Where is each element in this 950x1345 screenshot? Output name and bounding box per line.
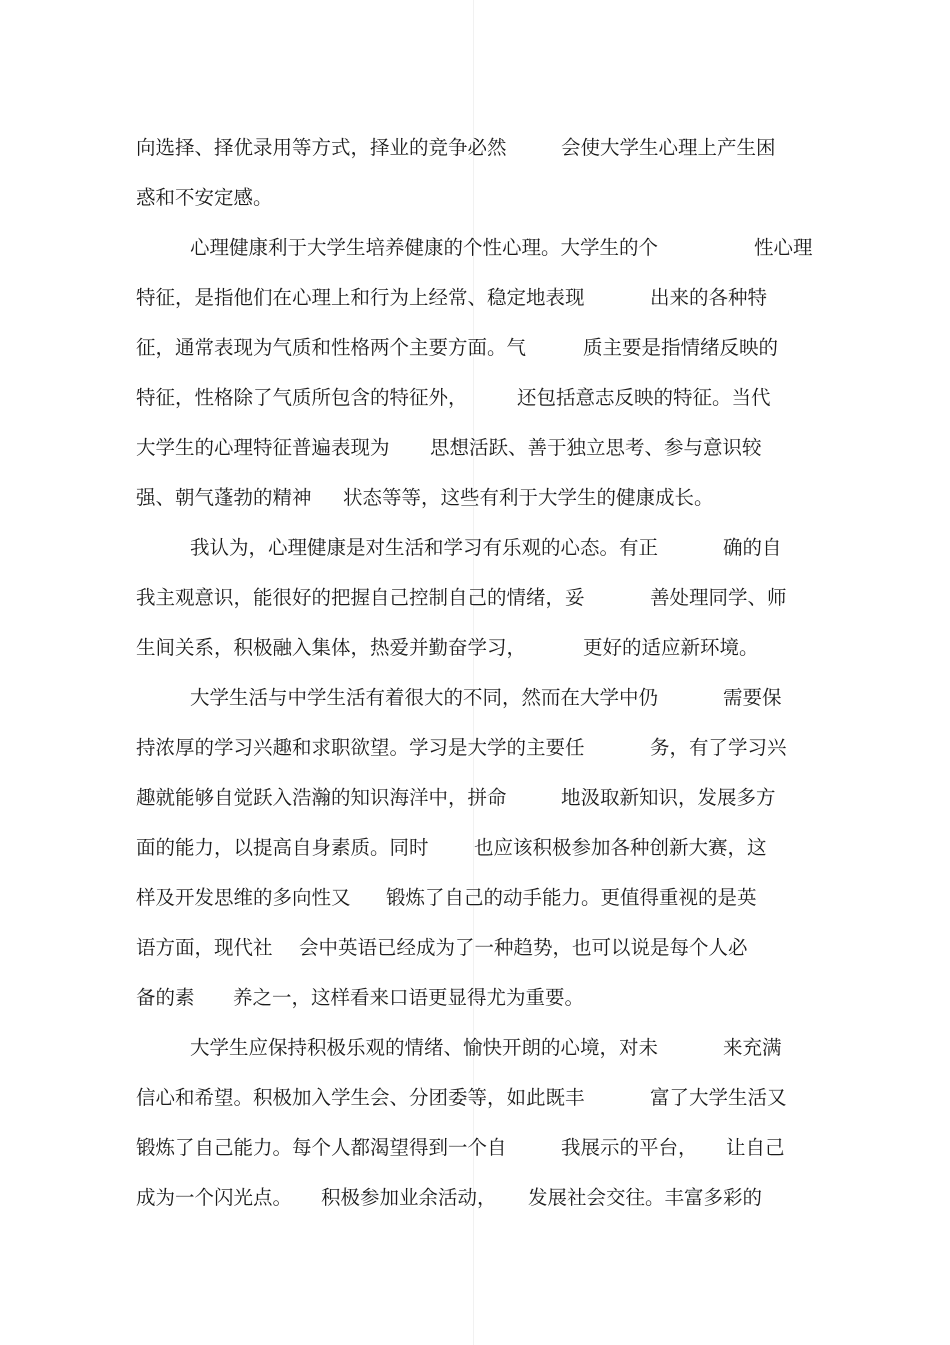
text-segment: 养之一，这样看来口语更显得尤为重要。 [233,986,585,1009]
text-line [136,623,796,673]
text-segment: 也应该积极参加各种创新大赛，这 [474,836,767,859]
text-segment: 备的素 [136,986,195,1009]
text-segment: 会中英语已经成为了一种趋势，也可以说是每个人必 [299,936,748,959]
text-line [136,823,796,873]
text-segment: 大学生的心理特征普遍表现为 [136,436,390,459]
text-segment: 信心和希望。积极加入学生会、分团委等，如此既丰 [136,1086,585,1109]
text-segment: 需要保 [723,686,782,709]
text-segment: 务，有了学习兴 [650,736,787,759]
text-segment: 性心理 [754,236,813,259]
text-line [136,1173,796,1223]
text-line [136,323,796,373]
text-segment: 征，通常表现为气质和性格两个主要方面。气 [136,336,527,359]
text-line [136,923,796,973]
text-segment: 心理健康利于大学生培养健康的个性心理。大学生的个 [190,236,659,259]
text-segment: 我展示的平台， [561,1136,698,1159]
text-segment: 善处理同学、师 [650,586,787,609]
text-segment: 更好的适应新环境。 [583,636,759,659]
text-segment: 积极参加业余活动， [321,1186,497,1209]
text-segment: 思想活跃、善于独立思考、参与意识较 [430,436,762,459]
body-text [136,123,813,1223]
text-segment: 状态等等，这些有利于大学生的健康成长。 [343,486,714,509]
text-line [136,723,796,773]
text-segment: 特征，是指他们在心理上和行为上经常、稳定地表现 [136,286,585,309]
text-segment: 我主观意识，能很好的把握自己控制自己的情绪，妥 [136,586,585,609]
text-line [136,973,796,1023]
text-segment: 出来的各种特 [650,286,768,309]
text-segment: 成为一个闪光点。 [136,1186,293,1209]
text-segment: 向选择、择优录用等方式，择业的竞争必然 [136,136,507,159]
text-line [136,1073,796,1123]
paragraph-first-line [136,223,813,273]
text-line [136,873,796,923]
text-segment: 面的能力，以提高自身素质。同时 [136,836,429,859]
text-line [136,273,796,323]
text-segment: 发展社会交往。丰富多彩的 [528,1186,763,1209]
text-segment: 让自己 [726,1136,785,1159]
text-line [136,173,796,223]
text-segment: 生间关系，积极融入集体，热爱并勤奋学习， [136,636,527,659]
text-segment: 惑和不安定感。 [136,186,273,209]
text-segment: 强、朝气蓬勃的精神 [136,486,312,509]
text-segment: 地汲取新知识，发展多方 [561,786,776,809]
text-segment: 来充满 [723,1036,782,1059]
text-segment: 质主要是指情绪反映的 [583,336,779,359]
text-line [136,373,796,423]
text-line [136,423,796,473]
paragraph-first-line [136,673,796,723]
text-segment: 语方面，现代社 [136,936,273,959]
text-segment: 样及开发思维的多向性又 [136,886,351,909]
text-segment: 还包括意志反映的特征。当代 [517,386,771,409]
paragraph-first-line [136,523,796,573]
text-segment: 锻炼了自己能力。每个人都渴望得到一个自 [136,1136,507,1159]
text-segment: 特征，性格除了气质所包含的特征外， [136,386,468,409]
text-segment: 会使大学生心理上产生困 [561,136,776,159]
text-line [136,473,796,523]
text-segment: 富了大学生活又 [650,1086,787,1109]
text-line [136,773,796,823]
text-segment: 大学生活与中学生活有着很大的不同，然而在大学中仍 [190,686,659,709]
text-segment: 确的自 [723,536,782,559]
text-line [136,123,796,173]
text-segment: 趣就能够自觉跃入浩瀚的知识海洋中，拼命 [136,786,507,809]
paragraph-first-line [136,1023,796,1073]
text-segment: 锻炼了自己的动手能力。更值得重视的是英 [386,886,757,909]
text-segment: 大学生应保持积极乐观的情绪、愉快开朗的心境，对未 [190,1036,659,1059]
text-segment: 我认为，心理健康是对生活和学习有乐观的心态。有正 [190,536,659,559]
text-segment: 持浓厚的学习兴趣和求职欲望。学习是大学的主要任 [136,736,585,759]
text-line [136,573,796,623]
text-line [136,1123,796,1173]
